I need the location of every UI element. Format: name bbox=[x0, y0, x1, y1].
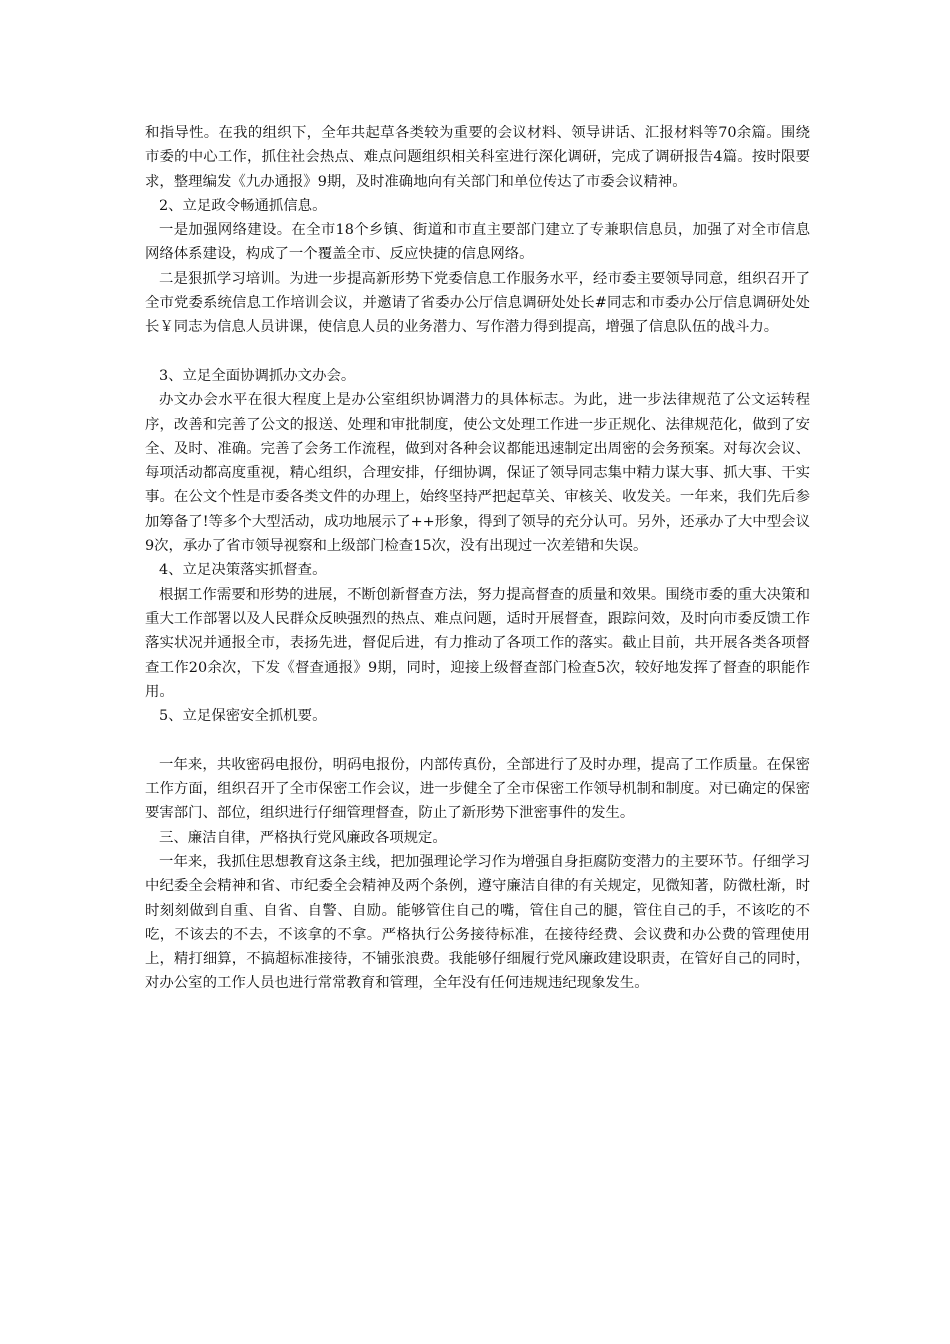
section-heading-5: 5、立足保密安全抓机要。 bbox=[159, 708, 327, 725]
section-heading-2: 2、立足政令畅通抓信息。 bbox=[159, 197, 327, 214]
paragraph-training: 二是狠抓学习培训。为进一步提高新形势下党委信息工作服务水平，经市委主要领导同意，组织召开了全市党委系统信息工作培训会议，并邀请了省委办公厅信息调研处处长#同志和市委办公厅信息调研处处长￥同志为信息人员讲课，使信息人员的业务潜力、写作潜力得到提高，增强了信息队伍的战斗力。 bbox=[145, 270, 810, 336]
paragraph-integrity: 一年来，我抓住思想教育这条主线，把加强理论学习作为增强自身拒腐防变潜力的主要环节。仔细学习中纪委全会精神和省、市纪委全会精神及两个条例，遵守廉洁自律的有关规定，见微知著，防微杜渐，时时刻刻做到自重、自省、自警、自励。能够管住自己的嘴，管住自己的腿，管住自己的手，不该吃的不吃，不该去的不去，不该拿的不拿。严格执行公务接待标准，在接待经费、会议费和办公费的管理使用上，精打细算，不搞超标准接待，不铺张浪费。我能够仔细履行党风廉政建设职责，在管好自己的同时，对办公室的工作人员也进行常常教育和管理，全年没有任何违规违纪现象发生。 bbox=[145, 853, 810, 992]
paragraph-supervision: 根据工作需要和形势的进展，不断创新督查方法，努力提高督查的质量和效果。围绕市委的重大决策和重大工作部署以及人民群众反映强烈的热点、难点问题，适时开展督查，跟踪问效，及时向市委反馈工作落实状况并通报全市，表扬先进，督促后进，有力推动了各项工作的落实。截止目前，共开展各类各项督查工作20余次，下发《督查通报》9期，同时，迎接上级督查部门检查5次，较好地发挥了督查的职能作用。 bbox=[145, 586, 810, 700]
blank-line bbox=[145, 728, 810, 752]
section-heading-3: 3、立足全面协调抓办文办会。 bbox=[159, 367, 356, 384]
paragraph-network: 一是加强网络建设。在全市18个乡镇、街道和市直主要部门建立了专兼职信息员，加强了对全市信息网络体系建设，构成了一个覆盖全市、反应快捷的信息网络。 bbox=[145, 222, 810, 263]
paragraph-confidentiality: 一年来，共收密码电报份，明码电报份，内部传真份，全部进行了及时办理，提高了工作质量。在保密工作方面，组织召开了全市保密工作会议，进一步健全了全市保密工作领导机制和制度。对已确定的保密要害部门、部位，组织进行仔细管理督查，防止了新形势下泄密事件的发生。 bbox=[145, 756, 810, 822]
section-heading-integrity: 三、廉洁自律，严格执行党风廉政各项规定。 bbox=[159, 829, 447, 846]
document-body bbox=[145, 121, 810, 996]
blank-line bbox=[145, 340, 810, 364]
paragraph-documents-meetings: 办文办会水平在很大程度上是办公室组织协调潜力的具体标志。为此，进一步法律规范了公文运转程序，改善和完善了公文的报送、处理和审批制度，使公文处理工作进一步正规化、法律规范化，做到了安全、及时、准确。完善了会务工作流程，做到对各种会议都能迅速制定出周密的会务预案。对每次会议、每项活动都高度重视，精心组织，合理安排，仔细协调，保证了领导同志集中精力谋大事、抓大事、干实事。在公文个性是市委各类文件的办理上，始终坚持严把起草关、审核关、收发关。一年来，我们先后参加筹备了!等多个大型活动，成功地展示了++形象，得到了领导的充分认可。另外，还承办了大中型会议9次，承办了省市领导视察和上级部门检查15次，没有出现过一次差错和失误。 bbox=[145, 392, 810, 555]
paragraph-0: 和指导性。在我的组织下，全年共起草各类较为重要的会议材料、领导讲话、汇报材料等70余篇。围绕市委的中心工作，抓住社会热点、难点问题组织相关科室进行深化调研，完成了调研报告4篇。按时限要求，整理编发《九办通报》9期，及时准确地向有关部门和单位传达了市委会议精神。 bbox=[145, 125, 810, 190]
section-heading-4: 4、立足决策落实抓督查。 bbox=[159, 562, 327, 579]
